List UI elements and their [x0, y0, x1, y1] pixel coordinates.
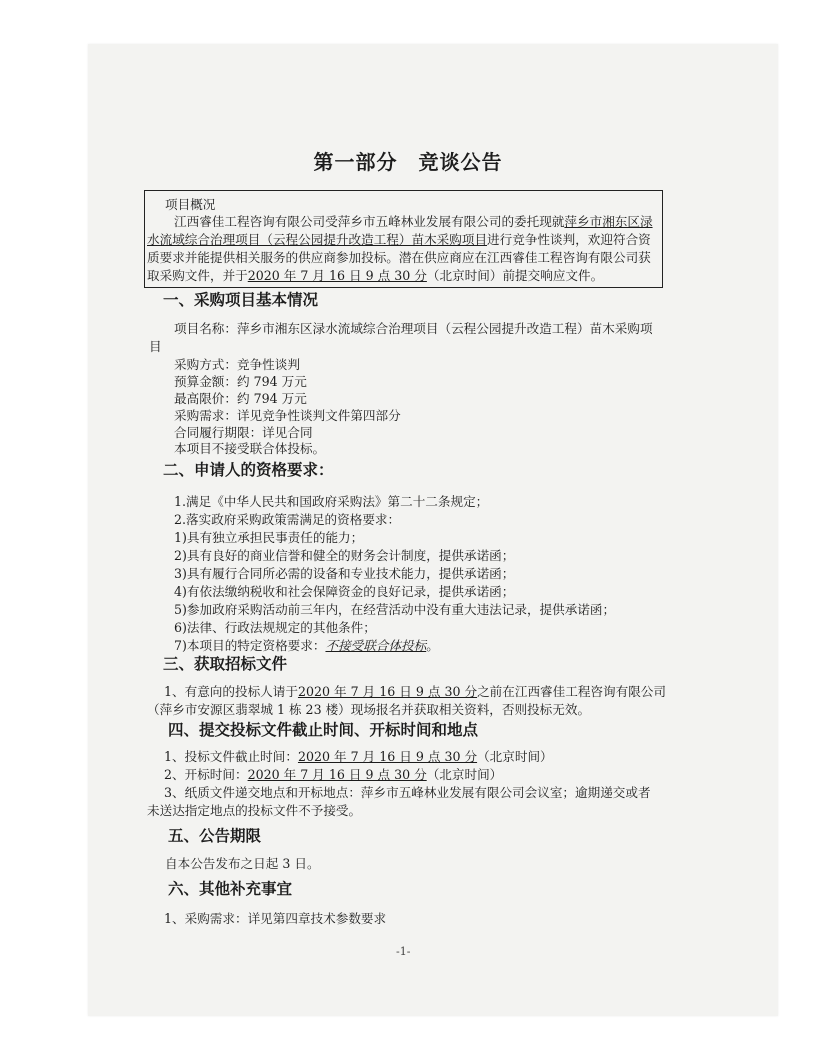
obtain-line-1: 1、有意向的投标人请于2020 年 7 月 16 日 9 点 30 分之前在江西睿佳工程咨询有限公司	[164, 684, 666, 699]
opening-time-line: 2、开标时间：2020 年 7 月 16 日 9 点 30 分（北京时间）	[164, 767, 503, 782]
contract-period: 合同履行期限：详见合同	[174, 425, 313, 440]
requirement-4: 2)具有良好的商业信誉和健全的财务会计制度，提供承诺函；	[174, 548, 515, 563]
section-6-heading: 六、其他补充事宜	[168, 880, 293, 898]
requirement-7: 5)参加政府采购活动前三年内，在经营活动中没有重大违法记录，提供承诺函；	[174, 602, 616, 617]
submission-location-line-1: 3、纸质文件递交地点和开标地点：萍乡市五峰林业发展有限公司会议室；逾期递交或者	[164, 785, 651, 800]
section-3-heading: 三、获取招标文件	[163, 655, 288, 673]
budget-amount: 预算金额：约 794 万元	[174, 374, 307, 389]
overview-heading: 项目概况	[165, 197, 216, 212]
requirement-2: 2.落实政府采购政策需满足的资格要求：	[174, 512, 401, 527]
page-number: -1-	[396, 945, 411, 958]
section-1-heading: 一、采购项目基本情况	[163, 291, 319, 309]
project-name-line-1: 项目名称：萍乡市湘东区渌水流域综合治理项目（云程公园提升改造工程）苗木采购项	[174, 321, 653, 336]
overview-line-3: 质要求并能提供相关服务的供应商参加投标。潜在供应商应在江西睿佳工程咨询有限公司获	[147, 250, 651, 265]
page-title: 第一部分 竞谈公告	[313, 150, 503, 174]
obtain-line-2: （萍乡市安源区翡翠城 1 栋 23 楼）现场报名并获取相关资料，否则投标无效。	[147, 702, 591, 717]
price-limit: 最高限价：约 794 万元	[174, 391, 307, 406]
supplement-line-1: 1、采购需求：详见第四章技术参数要求	[164, 911, 387, 926]
overview-line-2: 水流域综合治理项目（云程公园提升改造工程）苗木采购项目进行竞争性谈判，欢迎符合资	[147, 232, 651, 247]
procurement-method: 采购方式：竞争性谈判	[174, 357, 300, 372]
requirement-1: 1.满足《中华人民共和国政府采购法》第二十二条规定；	[174, 494, 489, 509]
deadline-line: 1、投标文件截止时间：2020 年 7 月 16 日 9 点 30 分（北京时间）	[164, 749, 553, 764]
submission-location-line-2: 未送达指定地点的投标文件不予接受。	[147, 803, 362, 818]
section-4-heading: 四、提交投标文件截止时间、开标时间和地点	[168, 721, 479, 739]
overview-line-4: 取采购文件，并于2020 年 7 月 16 日 9 点 30 分（北京时间）前提交响应文件。	[147, 268, 604, 283]
procurement-demand: 采购需求：详见竞争性谈判文件第四部分	[174, 408, 401, 423]
requirement-6: 4)有依法缴纳税收和社会保障资金的良好记录，提供承诺函；	[174, 584, 515, 599]
announcement-period: 自本公告发布之日起 3 日。	[165, 856, 320, 871]
overview-line-1: 江西睿佳工程咨询有限公司受萍乡市五峰林业发展有限公司的委托现就萍乡市湘东区渌	[174, 214, 653, 229]
requirement-5: 3)具有履行合同所必需的设备和专业技术能力，提供承诺函；	[174, 566, 515, 581]
requirement-9: 7)本项目的特定资格要求：不接受联合体投标。	[174, 638, 439, 653]
section-2-heading: 二、申请人的资格要求：	[163, 461, 334, 479]
consortium-note: 本项目不接受联合体投标。	[174, 441, 326, 456]
project-name-line-2: 目	[149, 339, 162, 354]
requirement-3: 1)具有独立承担民事责任的能力；	[174, 530, 364, 545]
requirement-8: 6)法律、行政法规规定的其他条件；	[174, 620, 376, 635]
section-5-heading: 五、公告期限	[168, 827, 262, 845]
